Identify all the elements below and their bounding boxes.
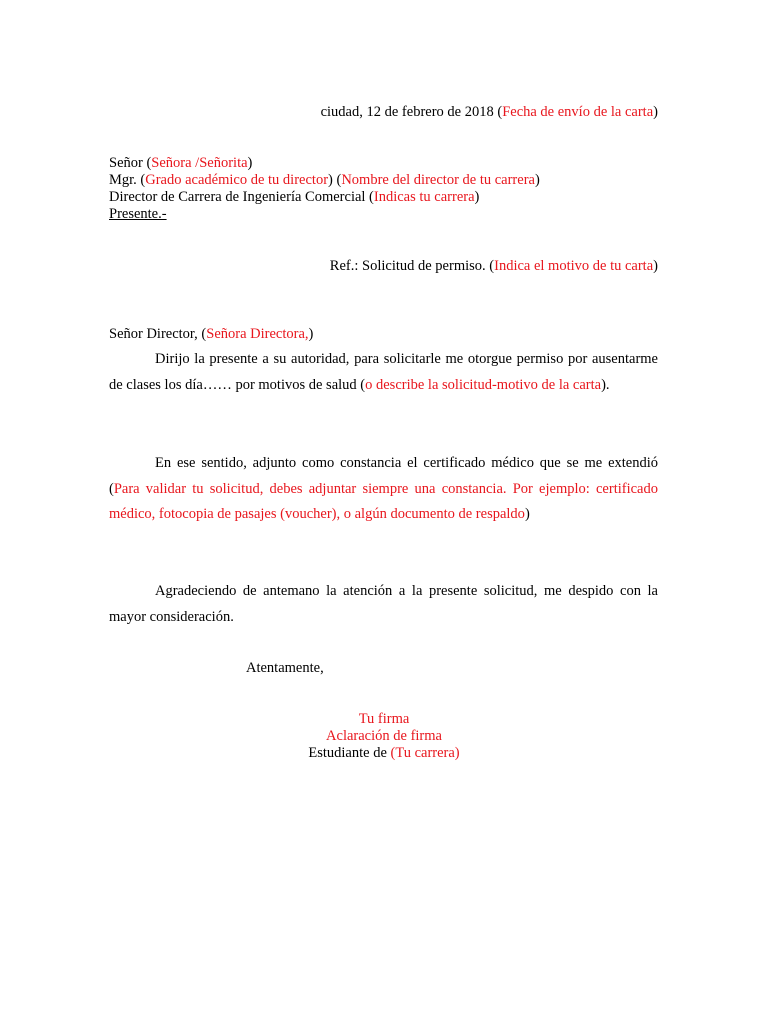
paragraph-3-text: Agradeciendo de antemano la atención a la presente solicitud, me despido con la mayor consideración. [109,583,658,625]
salutation-close: ) [308,326,314,342]
recipient-line-2 [109,172,540,189]
salutation-line [109,326,313,343]
signature-clarification: Aclaración de firma [326,728,442,744]
reference-line [330,258,658,275]
recipient-degree: Mgr. ( [109,172,146,188]
paragraph-1 [109,347,658,398]
salutation-note: Señora Directora, [206,326,309,342]
recipient-line-1 [109,155,252,172]
presente-line: Presente.- [109,206,167,222]
paragraph-1-text: Dirijo la presente a su autoridad, para solicitarle me otorgue permiso por ausentarme de clases los día…… por motivos de salud ( [109,351,658,393]
recipient-name-note: Nombre del director de tu carrera [341,172,535,188]
student-label: Estudiante de [308,745,391,761]
student-career-note: (Tu carrera) [390,745,460,761]
paragraph-2-close: ) [524,506,530,523]
date-note: Fecha de envío de la carta [502,104,654,120]
paragraph-2 [109,451,658,528]
recipient-career-note: Indicas tu carrera [373,189,475,205]
recipient-line-3 [109,189,479,206]
recipient-position: Director de Carrera de Ingeniería Comercial ( [109,189,374,205]
paragraph-1-close: ). [601,376,610,393]
closing-line: Atentamente, [246,660,324,676]
recipient-title: Señor ( [109,155,152,171]
reference-text: Ref.: Solicitud de permiso. ( [329,258,495,274]
student-career-line [0,745,768,763]
paragraph-1-note: o describe la solicitud-motivo de la carta [365,376,602,393]
signature-line: Tu firma [358,711,410,727]
date-line [321,104,658,121]
paragraph-2-text: En ese sentido, adjunto como constancia el certificado médico que se me extendió ( [109,455,658,497]
recipient-title-close: ) [247,155,253,171]
date-text: ciudad, 12 de febrero de 2018 ( [320,104,503,120]
recipient-name-close: ) [534,172,540,188]
reference-close: ) [653,258,658,274]
recipient-career-close: ) [474,189,480,205]
paragraph-2-note: Para validar tu solicitud, debes adjuntar siempre una constancia. Por ejemplo: certificado médico, fotocopia de pasajes (voucher), o algún documento de respaldo [109,480,658,523]
recipient-degree-mid: ) ( [328,172,342,188]
paragraph-3 [109,579,658,630]
reference-note: Indica el motivo de tu carta [494,258,654,274]
salutation-text: Señor Director, ( [109,326,207,342]
date-close: ) [653,104,658,120]
recipient-title-note: Señora /Señorita [151,155,248,171]
recipient-degree-note: Grado académico de tu director [145,172,329,188]
